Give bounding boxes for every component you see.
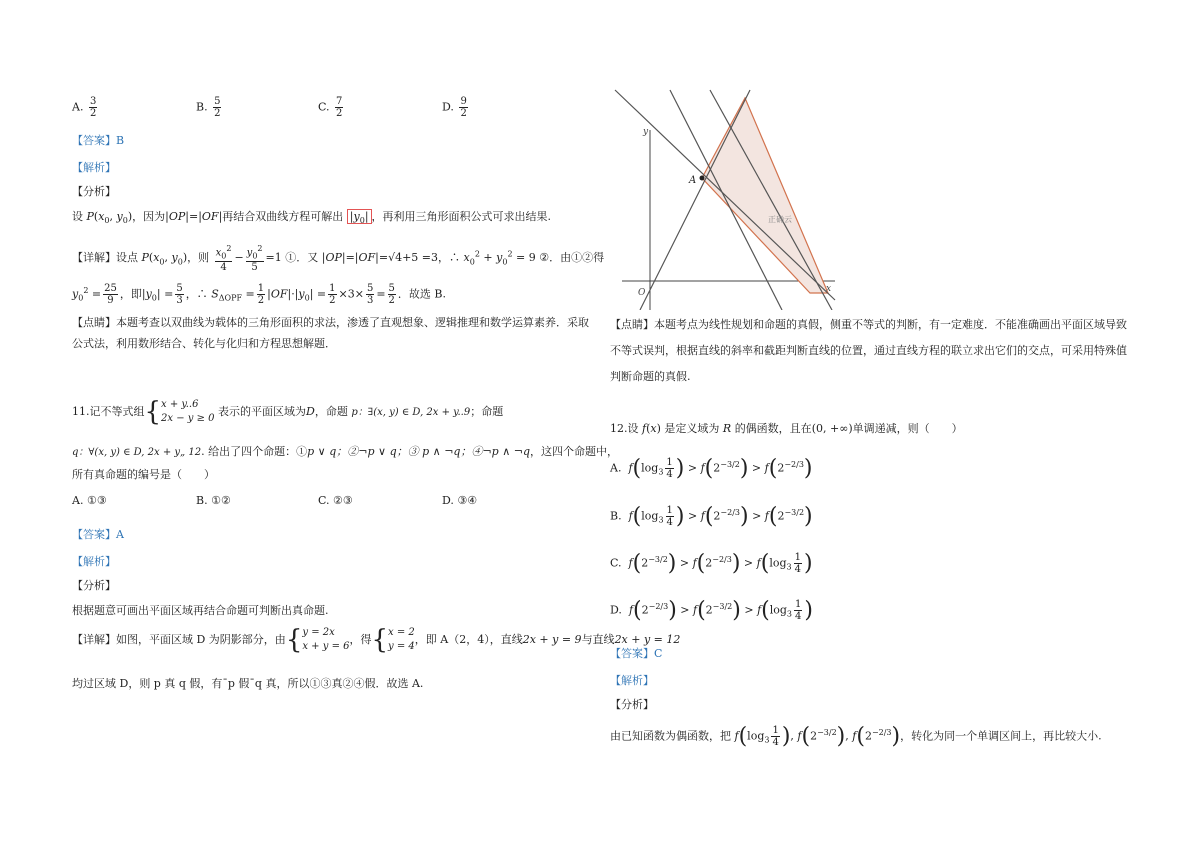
q12-analysis-tag: 【解析】 [610,674,654,687]
q10-option-b: B. $\frac{5}{2}$ [196,96,221,119]
y-axis-label: y [643,127,649,137]
q10-detail-line2: $y_0^2$ = $\frac{25}{9}$ ，即$|y_0|$ = $\frac{5}{3}$ ，∴ $S_{\Delta OPF}$ = $\frac{1}{2}$ $|OF|\cdot|y_0|$ = $\frac{1}{2}$ ×3× $\frac{5}{3}$ = $\frac{5}{2}$ ．故选 B. [72,283,446,306]
q12-fenxi-tag: 【分析】 [610,698,654,711]
q11-comment: 【点睛】本题考点为线性规划和命题的真假，侧重不等式的判断，有一定难度．不能准确画出平面区域导致不等式误判，根据直线的斜率和截距判断直线的位置，通过直线方程的联立求出它们的交点，可采用特殊值判断命题的真假. [610,318,1127,383]
q12-option-a: A. $f(\log_3$ $\frac{1}{4}$ ) > $f(2^{-3/2}) > f(2^{-2/3})$ [610,456,813,481]
q10-detail-line1: 【详解】设点 $P(x_0$, $y_0$)，则 $\frac{x_0^2}{4}$ − $\frac{y_0^2}{5}$ =1 ①．又 |OP|=|OF|=√4+5 =3，∴ $x_0^2 + y_0^2 = 9$ ②．由①②得 [72,244,605,274]
q11-detail-line2: 均过区域 D，则 p 真 q 假，有¯p 假¯q 真，所以①③真②④假．故选 A. [72,677,424,690]
q10-comment: 【点睛】本题考查以双曲线为载体的三角形面积的求法，渗透了直观想象、逻辑推理和数学运算素养．采取公式法，利用数形结合、转化与化归和方程思想解题． [72,316,589,350]
line-x-plus-y-6 [615,90,835,300]
q11-fenxi-text: 根据题意可画出平面区域再结合命题可判断出真命题. [72,604,329,617]
q11-option-a: A. ①③ [72,494,107,507]
q10-option-c: C. $\frac{7}{2}$ [318,96,343,119]
q10-analysis-tag: 【解析】 [72,161,116,174]
q10-answer: 【答案】B [72,134,125,147]
q11-option-d: D. ③④ [442,494,478,507]
q12-stem: 12.设 f(x) 是定义域为 R 的偶函数，且在(0, +∞)单调递减，则（ ） [610,422,963,435]
region-graph [610,88,840,310]
shaded-region [702,98,828,293]
q12-answer: 【答案】C [610,647,663,660]
q12-option-b: B. $f(\log_3$ $\frac{1}{4}$ ) > $f(2^{-2/3}) > f(2^{-3/2})$ [610,504,813,529]
q12-option-c: C. $f(2^{-3/2}) > f(2^{-2/3}) > f(\log_3$ $\frac{1}{4}$ ) [610,551,813,576]
q11-detail-line1: 【详解】如图，平面区域 D 为阴影部分，由{ y = 2x x + y = 6 ，得{ x = 2 y = 4 ，即 A（2，4），直线2x + y = 9与直线2x + y = 12 [72,625,681,655]
q11-stem-line2: q：∀(x, y) ∈ D, 2x + y„ 12. 给出了四个命题：①p ∨ q；②¬p ∨ q；③ p ∧ ¬q；④¬p ∧ ¬q，这四个命题中， [72,445,619,458]
origin-label: O [638,288,646,298]
q11-option-b: B. ①② [196,494,231,507]
highlight-y0: $|y_0|$ [347,209,372,224]
q11-option-c: C. ②③ [318,494,353,507]
x-axis-label: x [826,284,832,294]
q10-fenxi-text: 设 $P(x_0$, $y_0$)，因为|OP|=|OF|再结合双曲线方程可解出 $|y_0|$ ，再利用三角形面积公式可求出结果. [72,210,552,226]
q10-option-d: D. $\frac{9}{2}$ [442,96,467,119]
q10-fenxi-tag: 【分析】 [72,185,116,198]
watermark: 正确云 [768,215,792,224]
point-a-marker [700,176,705,181]
q12-option-d: D. $f(2^{-2/3}) > f(2^{-3/2}) > f(\log_3$ $\frac{1}{4}$ ) [610,598,813,623]
q11-stem-line3: 所有真命题的编号是（ ） [72,468,215,481]
q11-fenxi-tag: 【分析】 [72,579,116,592]
q11-analysis-tag: 【解析】 [72,555,116,568]
q11-answer: 【答案】A [72,528,124,541]
q10-option-a: A. $\frac{3}{2}$ [72,96,97,119]
point-a-label: A [689,175,697,186]
q11-stem: 11.记不等式组{ x + y..6 2x − y ≥ 0 表示的平面区域为D，命题 p：∃(x, y) ∈ D, 2x + y..9；命题 [72,397,504,427]
q12-fenxi-text: 由已知函数为偶函数，把 $f(\log_3$ $\frac{1}{4}$ ), $f(2^{-3/2})$, $f(2^{-2/3})$，转化为同一个单调区间上，再比较大小. [610,724,1102,749]
